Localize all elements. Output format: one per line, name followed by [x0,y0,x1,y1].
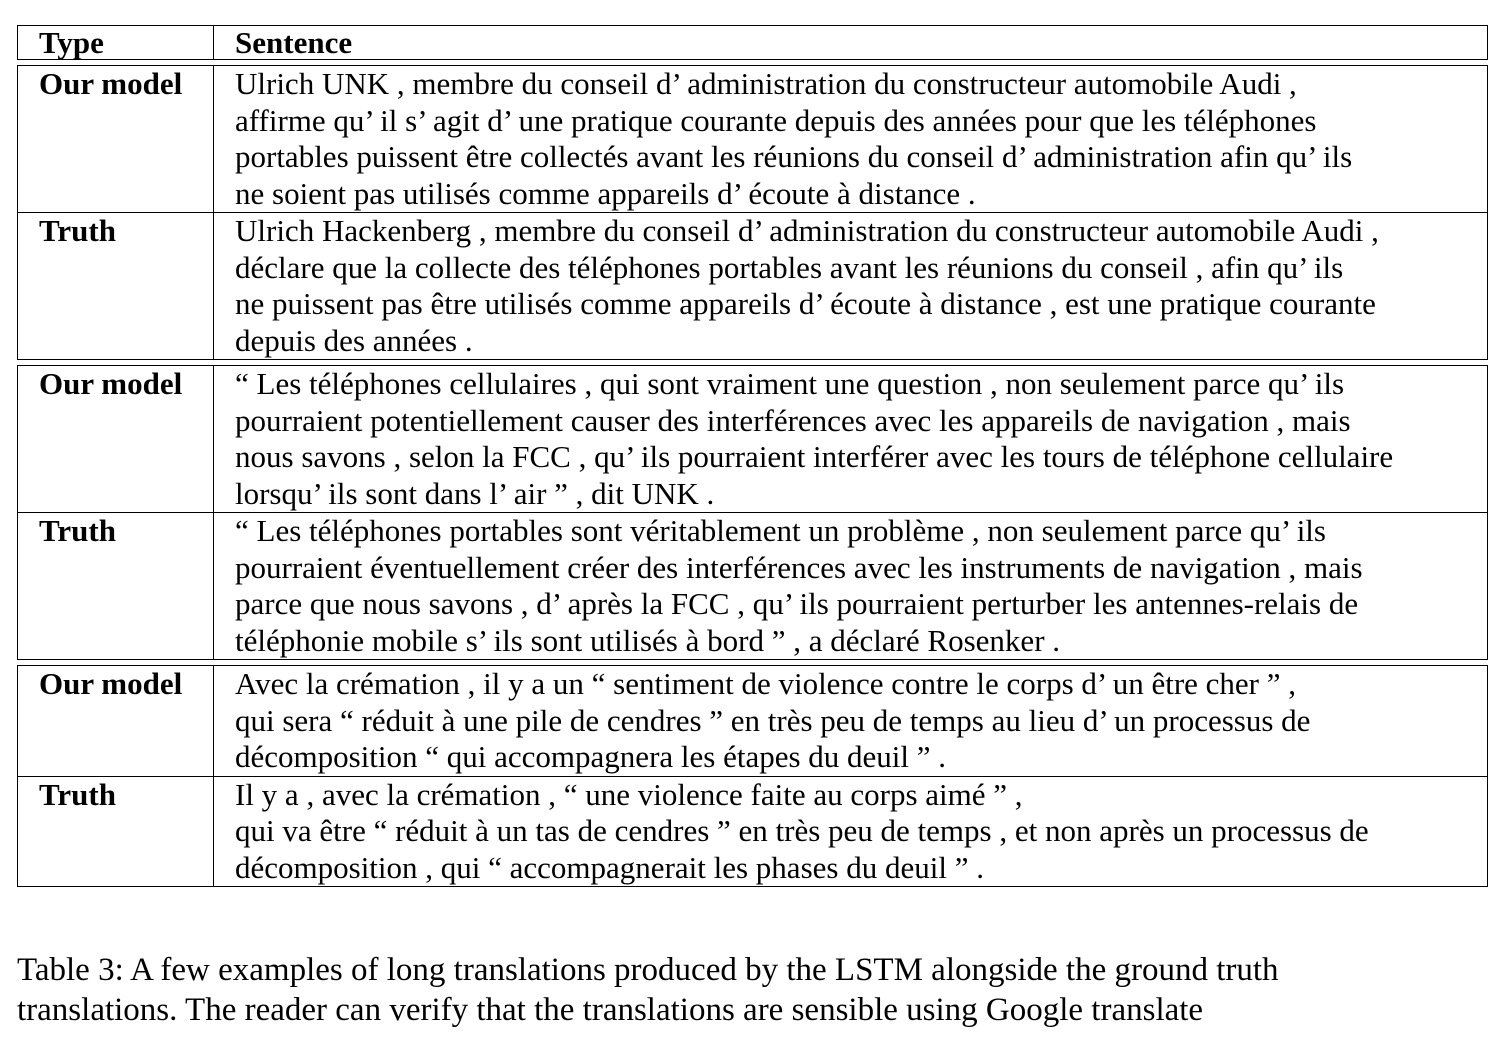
row-sentence [214,366,1487,512]
sentence-line: décomposition , qui “ accompagnerait les phases du deuil ” . [235,849,984,885]
header-type: Type [18,26,214,59]
header-row [18,26,1487,59]
sentence-line: Il y a , avec la crémation , “ une violence faite au corps aimé ” , [235,776,1023,812]
row-sentence [214,213,1487,359]
row-sentence [214,666,1487,776]
table-row [18,512,1487,659]
sentence-line: depuis des années . [235,322,473,358]
table-row [18,666,1487,776]
table-row [18,776,1487,887]
sentence-line: “ Les téléphones cellulaires , qui sont vraiment une question , non seulement parce qu’ ils [235,366,1345,401]
sentence-line: déclare que la collecte des téléphones portables avant les réunions du conseil , afin qu’ ils [235,249,1344,285]
row-type-label: Our model [18,66,214,212]
sentence-line: pourraient éventuellement créer des interférences avec les instruments de navigation , mais [235,549,1363,585]
sentence-line: ne puissent pas être utilisés comme appareils d’ écoute à distance , est une pratique courante [235,286,1376,321]
sentence-line: ne soient pas utilisés comme appareils d’ écoute à distance . [235,175,976,211]
header-sentence: Sentence [235,25,353,60]
table-caption [17,950,1477,1030]
caption-line-2: translations. The reader can verify that the translations are sensible using Google translate [17,992,1204,1028]
sentence-line: nous savons , selon la FCC , qu’ ils pourraient interférer avec les tours de téléphone cellulaire [235,439,1394,474]
table-row [18,366,1487,512]
row-type-label: Truth [18,777,214,887]
sentence-line: pourraient potentiellement causer des interférences avec les appareils de navigation , mais [235,402,1351,438]
row-type-label: Truth [18,513,214,659]
sentence-line: portables puissent être collectés avant les réunions du conseil d’ administration afin qu’ ils [235,139,1353,174]
sentence-line: qui va être “ réduit à un tas de cendres ” en très peu de temps , et non après un processus de [235,813,1369,848]
sentence-line: affirme qu’ il s’ agit d’ une pratique courante depuis des années pour que les téléphones [235,102,1317,138]
row-sentence [214,66,1487,212]
sentence-line: Ulrich Hackenberg , membre du conseil d’ administration du constructeur automobile Audi , [235,213,1379,248]
row-sentence [214,513,1487,659]
row-type-label: Truth [18,213,214,359]
table-row [18,212,1487,359]
sentence-line: lorsqu’ ils sont dans l’ air ” , dit UNK . [235,475,715,511]
caption-line-1: Table 3: A few examples of long translations produced by the LSTM alongside the ground truth [17,952,1279,988]
table-row [18,66,1487,212]
results-table [17,25,1488,892]
sentence-line: qui sera “ réduit à une pile de cendres ” en très peu de temps au lieu d’ un processus de [235,702,1311,738]
row-type-label: Our model [18,366,214,512]
row-type-label: Our model [18,666,214,776]
example-group-1 [17,65,1488,360]
example-group-2 [17,365,1488,660]
sentence-line: Avec la crémation , il y a un “ sentiment de violence contre le corps d’ un être cher ” , [235,666,1297,701]
table-header [17,25,1488,60]
sentence-line: téléphonie mobile s’ ils sont utilisés à bord ” , a déclaré Rosenker . [235,622,1061,658]
sentence-line: décomposition “ qui accompagnera les étapes du deuil ” . [235,739,947,774]
example-group-3 [17,665,1488,887]
sentence-line: Ulrich UNK , membre du conseil d’ administration du constructeur automobile Audi , [235,66,1297,101]
sentence-line: parce que nous savons , d’ après la FCC , qu’ ils pourraient perturber les antennes-relais de [235,586,1359,621]
row-sentence [214,777,1487,887]
sentence-line: “ Les téléphones portables sont véritablement un problème , non seulement parce qu’ ils [235,513,1326,548]
